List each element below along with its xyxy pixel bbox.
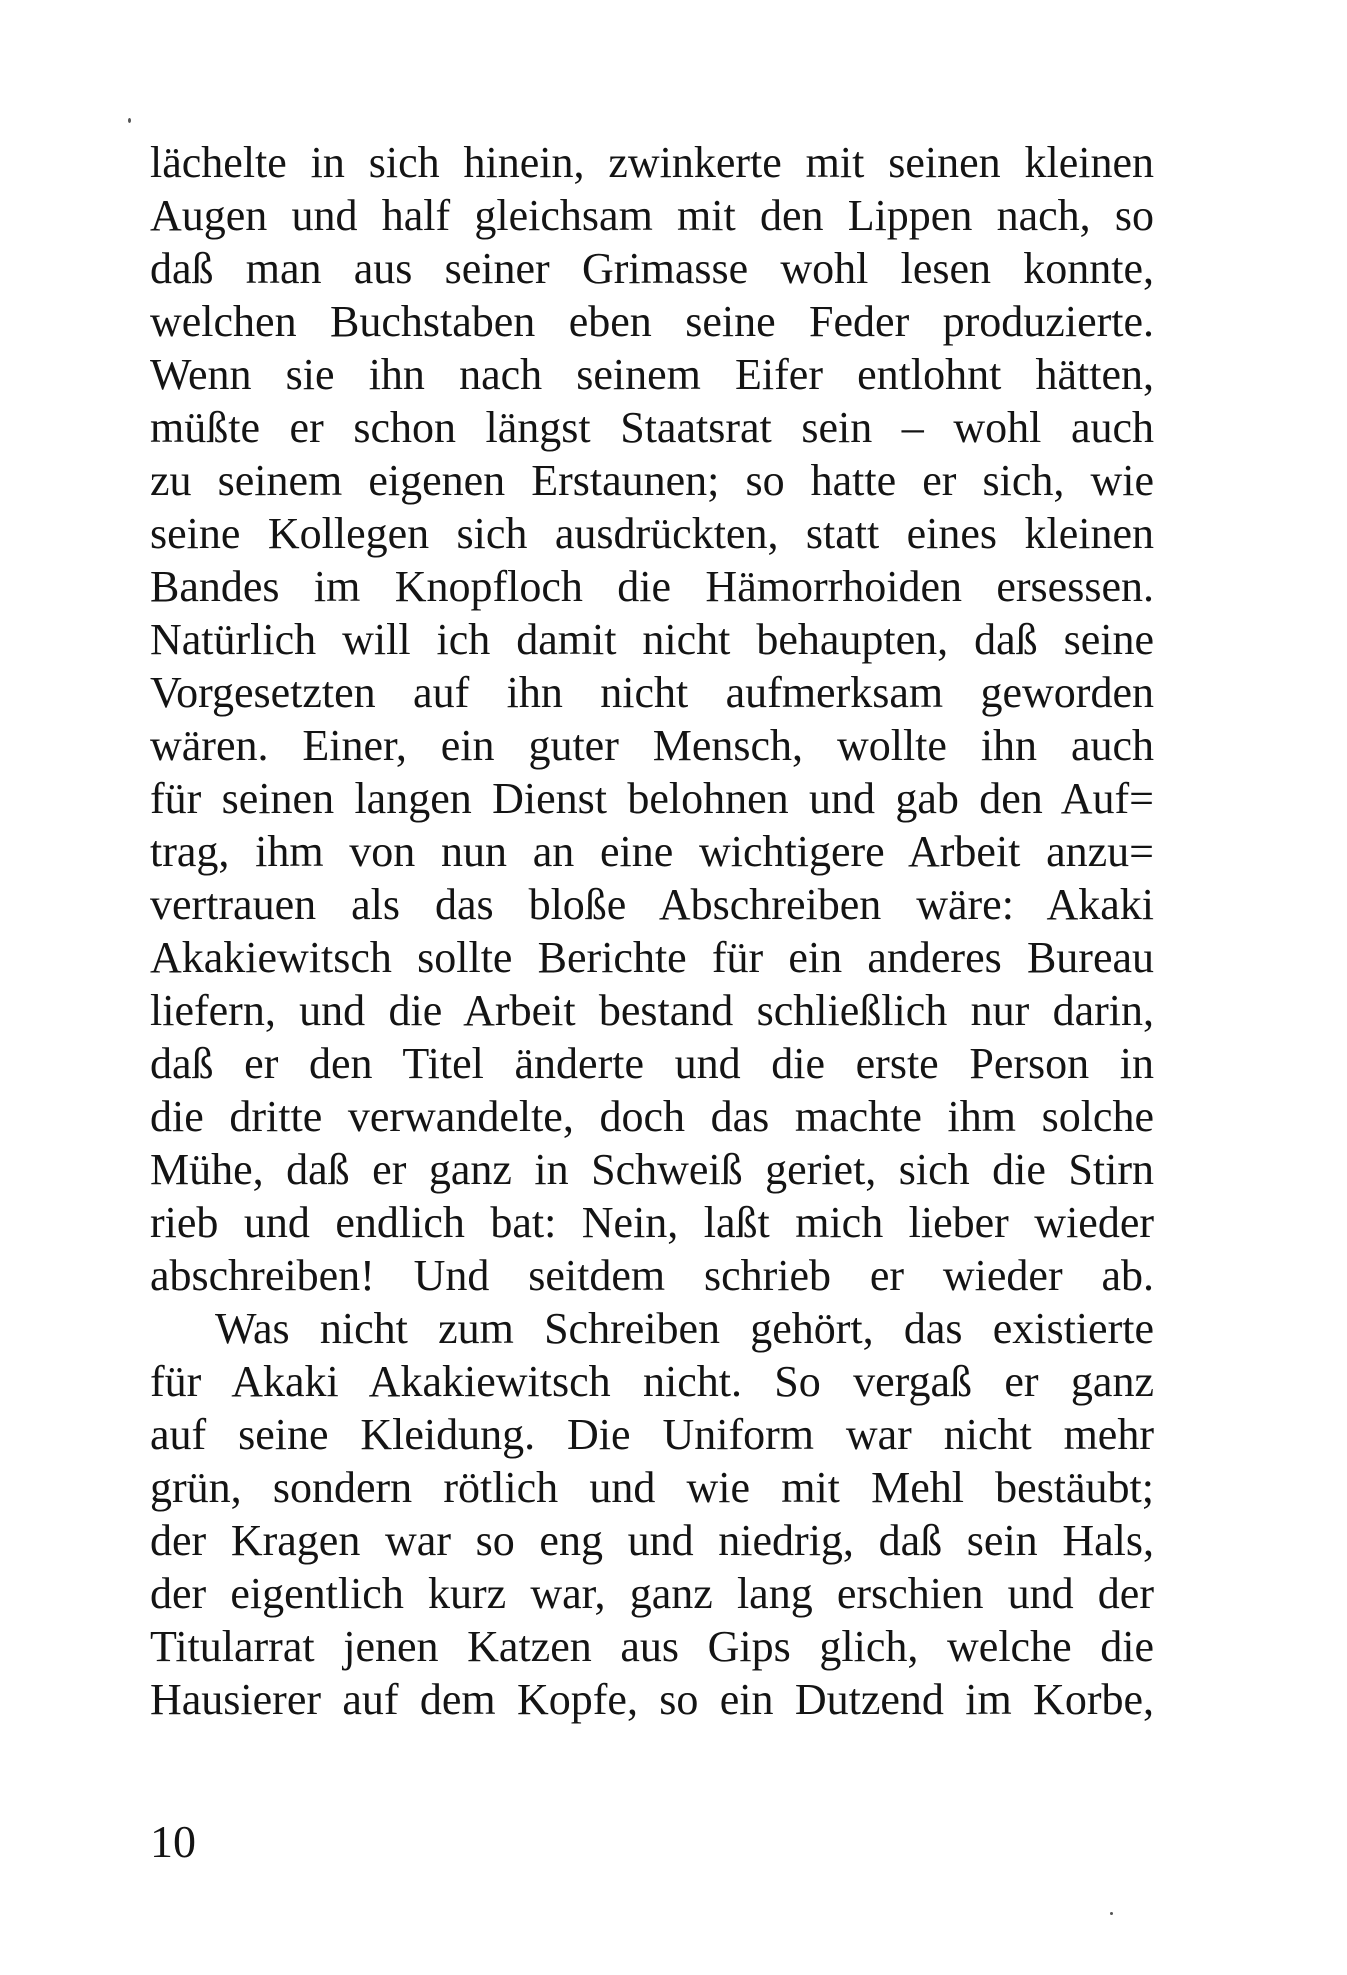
text-line: seine Kollegen sich ausdrückten, statt eines kleinen [150, 509, 1154, 558]
text-line: auf seine Kleidung. Die Uniform war nicht mehr [150, 1410, 1154, 1459]
text-line: müßte er schon längst Staatsrat sein – wohl auch [150, 403, 1154, 452]
text-line: Vorgesetzten auf ihn nicht aufmerksam geworden [150, 668, 1154, 717]
paragraph [150, 136, 1154, 1302]
text-line: der Kragen war so eng und niedrig, daß sein Hals, [150, 1516, 1154, 1565]
print-speck [1110, 1912, 1113, 1915]
paragraph [150, 1302, 1154, 1726]
text-line: liefern, und die Arbeit bestand schließlich nur darin, [150, 986, 1154, 1035]
text-line: rieb und endlich bat: Nein, laßt mich lieber wieder [150, 1198, 1154, 1247]
text-line: daß er den Titel änderte und die erste Person in [150, 1039, 1154, 1088]
text-line: für Akaki Akakiewitsch nicht. So vergaß er ganz [150, 1357, 1154, 1406]
text-line: für seinen langen Dienst belohnen und gab den Auf= [150, 774, 1154, 823]
text-line: die dritte verwandelte, doch das machte ihm solche [150, 1092, 1154, 1141]
text-line: Bandes im Knopfloch die Hämorrhoiden ersessen. [150, 562, 1154, 611]
text-line: Mühe, daß er ganz in Schweiß geriet, sich die Stirn [150, 1145, 1154, 1194]
text-line: abschreiben! Und seitdem schrieb er wieder ab. [150, 1251, 1154, 1300]
text-line: zu seinem eigenen Erstaunen; so hatte er sich, wie [150, 456, 1154, 505]
body-text [150, 136, 1154, 1726]
text-line: vertrauen als das bloße Abschreiben wäre: Akaki [150, 880, 1154, 929]
text-line: daß man aus seiner Grimasse wohl lesen konnte, [150, 244, 1154, 293]
text-line: der eigentlich kurz war, ganz lang erschien und der [150, 1569, 1154, 1618]
text-line: Titularrat jenen Katzen aus Gips glich, welche die [150, 1622, 1154, 1671]
text-line: welchen Buchstaben eben seine Feder produzierte. [150, 297, 1154, 346]
text-line: wären. Einer, ein guter Mensch, wollte ihn auch [150, 721, 1154, 770]
text-line: Was nicht zum Schreiben gehört, das existierte [215, 1304, 1154, 1353]
print-speck [128, 118, 131, 123]
text-line: Natürlich will ich damit nicht behaupten, daß seine [150, 615, 1154, 664]
text-line: Wenn sie ihn nach seinem Eifer entlohnt hätten, [150, 350, 1154, 399]
text-line: lächelte in sich hinein, zwinkerte mit seinen kleinen [150, 138, 1154, 187]
text-line: trag, ihm von nun an eine wichtigere Arbeit anzu= [150, 827, 1154, 876]
page-number: 10 [150, 1816, 196, 1867]
text-line: Akakiewitsch sollte Berichte für ein anderes Bureau [150, 933, 1154, 982]
text-line: grün, sondern rötlich und wie mit Mehl bestäubt; [150, 1463, 1154, 1512]
text-line: Augen und half gleichsam mit den Lippen nach, so [150, 191, 1154, 240]
text-line: Hausierer auf dem Kopfe, so ein Dutzend im Korbe, [150, 1675, 1154, 1724]
